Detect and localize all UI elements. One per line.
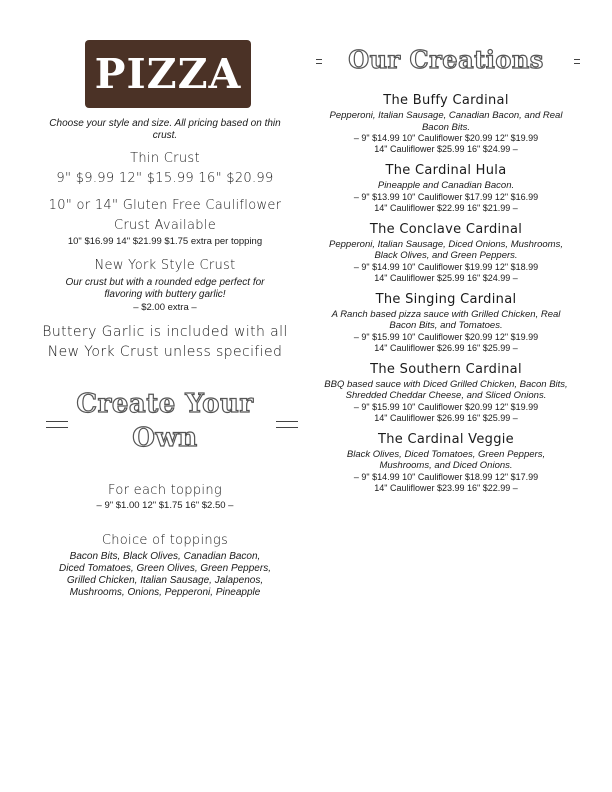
left-column [40,40,290,599]
create-own-line2: Own [132,423,198,453]
creation-name: The Cardinal Veggie [378,431,514,447]
creation-price-line1: – 9" $14.99 10" Cauliflower $18.99 12" $17.99 [353,471,539,482]
toppings-title: Choice of toppings [101,533,229,548]
each-topping-title: For each topping [108,483,222,498]
creations-list [316,92,576,494]
each-topping-prices: – 9" $1.00 12" $1.75 16" $2.50 – [96,500,234,511]
creation-price-line2: 14" Cauliflower $25.99 16" $24.99 – [374,272,518,283]
new-york-title: New York Style Crust [94,258,236,273]
creation-price-line1: – 9" $13.99 10" Cauliflower $17.99 12" $16.99 [353,191,539,202]
creation-price-line2: 14" Cauliflower $25.99 16" $24.99 – [374,144,518,154]
intro-text: Choose your style and size. All pricing based on thin crust. [49,118,281,141]
toppings-list: Bacon Bits, Black Olives, Canadian Bacon, Diced Tomatoes, Green Olives, Green Peppers, Grilled Chicken, Italian Sausage, Jalapenos, Mushrooms, Onions, Pepperoni, Pineapple [59,551,271,598]
garlic-note-line1: Buttery Garlic is included with all [42,324,288,340]
creation-name: The Buffy Cardinal [383,93,509,108]
gluten-free-title-line1: 10" or 14" Gluten Free Cauliflower [48,198,282,213]
creation-price-line1: – 9" $15.99 10" Cauliflower $20.99 12" $19.99 [353,401,539,412]
thin-crust-title: Thin Crust [130,151,200,166]
creation-item [316,92,576,155]
create-own-line1: Create Your [76,389,254,419]
creation-desc: Pepperoni, Italian Sausage, Canadian Bacon, and Real Bacon Bits. [329,110,563,133]
garlic-note-line2: New York Crust unless specified [47,344,283,360]
creation-name: The Southern Cardinal [370,361,522,377]
creation-item [316,431,576,494]
creation-price-line2: 14" Cauliflower $26.99 16" $25.99 – [374,412,518,423]
creation-desc: Pineapple and Canadian Bacon. [377,180,515,191]
gluten-free-title-line2: Crust Available [113,218,216,233]
right-column [316,40,576,501]
creation-desc: Pepperoni, Italian Sausage, Diced Onions, Mushrooms, Black Olives, and Green Peppers. [329,238,563,261]
create-own-heading [40,388,290,460]
divider-left [46,421,68,428]
creation-item [316,291,576,354]
creation-item [316,162,576,214]
creation-desc: Black Olives, Diced Tomatoes, Green Peppers, Mushrooms, and Diced Onions. [346,448,546,471]
creation-name: The Cardinal Hula [385,163,507,178]
creation-price-line2: 14" Cauliflower $23.99 16" $22.99 – [374,482,518,493]
new-york-extra: – $2.00 extra – [133,302,197,313]
creation-name: The Conclave Cardinal [369,221,523,237]
gluten-free-prices: 10" $16.99 14" $21.99 $1.75 extra per topping [67,236,263,247]
new-york-desc: Our crust but with a rounded edge perfect for flavoring with buttery garlic! [65,277,265,300]
divider-right [276,421,298,428]
our-creations-heading [316,40,576,80]
creation-price-line2: 14" Cauliflower $22.99 16" $21.99 – [374,202,518,213]
our-creations-title: Our Creations [348,45,544,74]
pizza-badge: PIZZA [85,40,251,108]
divider-left [316,59,322,64]
creation-desc: A Ranch based pizza sauce with Grilled Chicken, Real Bacon Bits, and Tomatoes. [331,308,561,331]
creation-desc: BBQ based sauce with Diced Grilled Chicken, Bacon Bits, Shredded Cheddar Cheese, and Sliced Onions. [324,378,568,401]
creation-item [316,361,576,424]
thin-crust-prices: 9" $9.99 12" $15.99 16" $20.99 [56,171,274,186]
creation-price-line1: – 9" $15.99 10" Cauliflower $20.99 12" $19.99 [353,331,539,342]
creation-price-line1: – 9" $14.99 10" Cauliflower $19.99 12" $18.99 [353,261,539,272]
creation-name: The Singing Cardinal [375,291,517,307]
creation-price-line1: – 9" $14.99 10" Cauliflower $20.99 12" $19.99 [353,133,539,143]
divider-right [574,59,580,64]
creation-price-line2: 14" Cauliflower $26.99 16" $25.99 – [374,342,518,353]
creation-item [316,221,576,284]
